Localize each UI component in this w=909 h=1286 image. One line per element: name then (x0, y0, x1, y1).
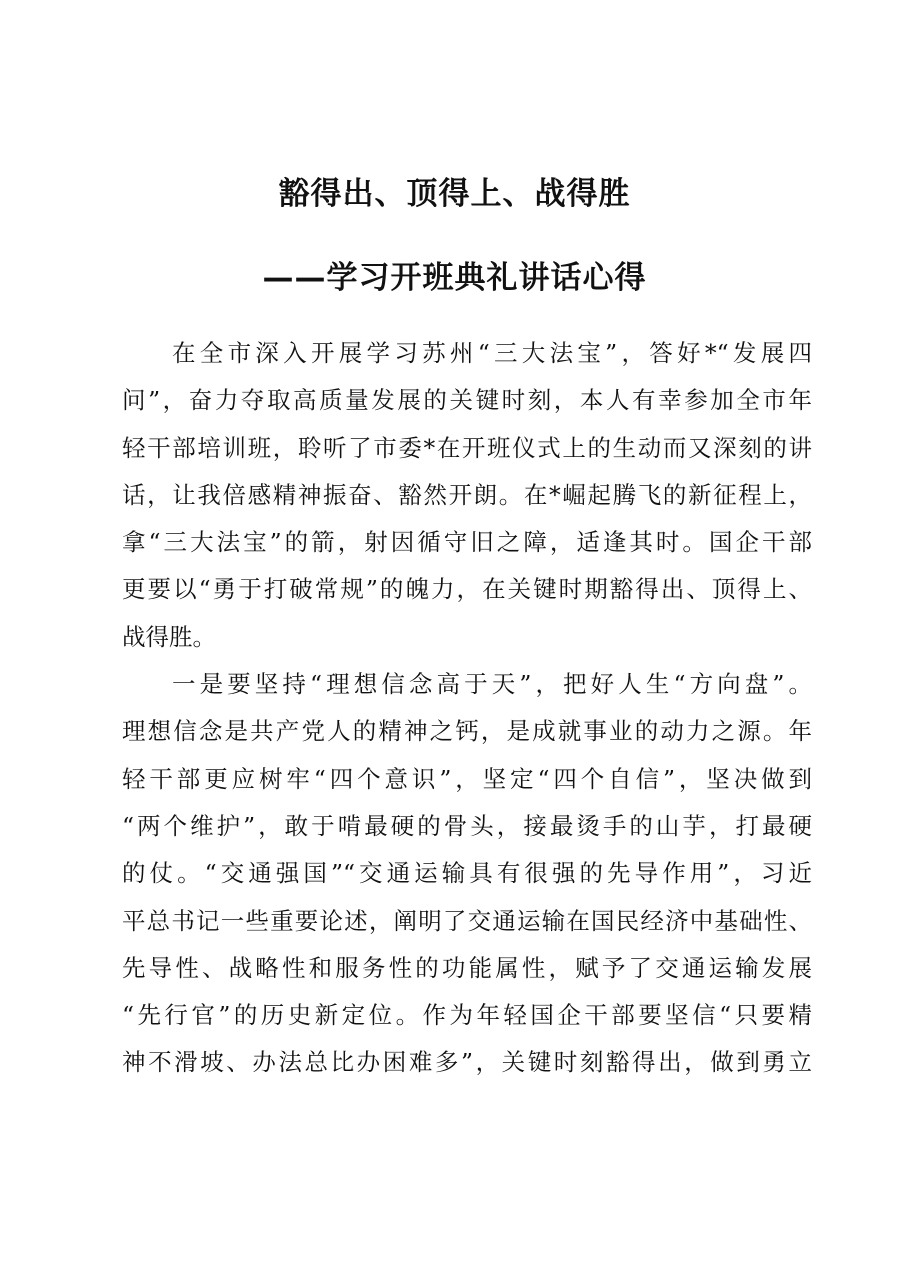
text-line: 先导性、战略性和服务性的功能属性，赋予了交通运输发展 (122, 953, 812, 982)
text-line: 轻干部更应树牢“四个意识”，坚定“四个自信”，坚决做到 (122, 764, 812, 793)
document-subtitle: ——学习开班典礼讲话心得 (262, 260, 647, 296)
text-line: 轻干部培训班，聆听了市委*在开班仪式上的生动而又深刻的讲 (122, 433, 812, 462)
text-line: 更要以“勇于打破常规”的魄力，在关键时期豁得出、顶得上、 (122, 575, 812, 604)
text-line: “先行官”的历史新定位。作为年轻国企干部要坚信“只要精 (122, 1001, 812, 1030)
text-line: 神不滑坡、办法总比办困难多”，关键时刻豁得出，做到勇立 (122, 1048, 812, 1077)
text-line: 问”，奋力夺取高质量发展的关键时刻，本人有幸参加全市年 (122, 386, 812, 415)
text-line: 话，让我倍感精神振奋、豁然开朗。在*崛起腾飞的新征程上， (122, 480, 812, 509)
document-body (122, 330, 812, 1087)
document-title: 豁得出、顶得上、战得胜 (278, 176, 631, 212)
text-line: 平总书记一些重要论述，阐明了交通运输在国民经济中基础性、 (122, 906, 812, 935)
text-line: 在全市深入开展学习苏州“三大法宝”，答好*“发展四 (172, 339, 812, 367)
text-line: 拿“三大法宝”的箭，射因循守旧之障，适逢其时。国企干部 (122, 528, 812, 557)
text-line: 的仗。“交通强国”“交通运输具有很强的先导作用”，习近 (122, 859, 812, 888)
text-line: 一是要坚持“理想信念高于天”，把好人生“方向盘”。 (172, 670, 812, 699)
paragraph-point-one (122, 661, 812, 1087)
text-line: 战得胜。 (122, 622, 216, 651)
text-line: 理想信念是共产党人的精神之钙，是成就事业的动力之源。年 (122, 717, 812, 746)
paragraph-intro (122, 330, 812, 661)
text-line: “两个维护”，敢于啃最硬的骨头，接最烫手的山芋，打最硬 (122, 811, 812, 840)
